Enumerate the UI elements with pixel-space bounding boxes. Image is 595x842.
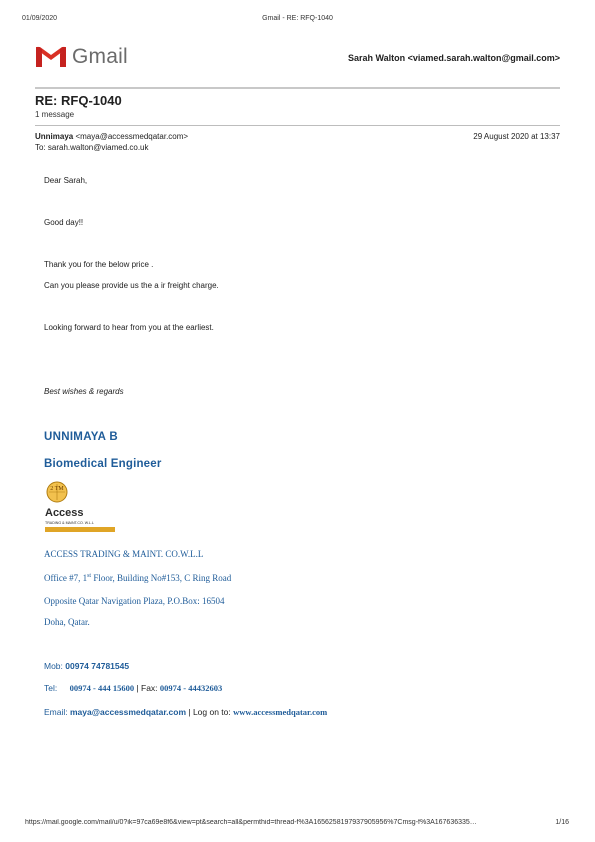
address-line-2: Opposite Qatar Navigation Plaza, P.O.Box: 16504	[44, 596, 225, 606]
web-separator: | Log on to:	[186, 707, 234, 717]
tel-label: Tel:	[44, 683, 58, 693]
company-logo	[44, 480, 116, 538]
print-url: https://mail.google.com/mail/u/0?ik=97ca69e8f6&view=pt&search=all&permthid=thread-f%3A1656258197937905956%7Cmsg-f%3A167636335…	[25, 819, 477, 826]
mobile-label: Mob:	[44, 661, 66, 671]
fax-value: 00974 - 44432603	[159, 683, 223, 693]
email-label: Email:	[44, 707, 70, 717]
address-pre: Office #7, 1	[44, 573, 88, 583]
body-line-4: Looking forward to hear from you at the earliest.	[44, 323, 214, 332]
closing: Best wishes & regards	[44, 387, 124, 396]
header-divider	[35, 87, 560, 89]
sender-email: <maya@accessmedqatar.com>	[75, 132, 189, 141]
signature-name: UNNIMAYA B	[44, 431, 118, 443]
logo-top-text: 2 TM	[50, 486, 64, 492]
email-line	[44, 707, 327, 717]
body-line-2: Thank you for the below price .	[44, 260, 154, 269]
subject-divider	[35, 125, 560, 126]
logo-name-text: Access	[45, 507, 84, 519]
mobile-value: 00974 74781545	[65, 661, 130, 671]
gmail-logo-icon[interactable]	[35, 45, 67, 69]
print-date: 01/09/2020	[22, 15, 58, 22]
website-link[interactable]: www.accessmedqatar.com	[233, 707, 328, 717]
mobile-line	[44, 661, 129, 671]
tel-line	[44, 683, 222, 693]
tel-value: 00974 - 444 15600	[69, 683, 135, 693]
recipient: To: sarah.walton@viamed.co.uk	[35, 143, 149, 152]
body-line-3: Can you please provide us the a ir freight charge.	[44, 281, 219, 290]
sender	[35, 132, 188, 141]
logo-sub-text: TRADING & MAINT.CO. W.L.L	[45, 521, 94, 525]
body-line-1: Good day!!	[44, 218, 84, 227]
page-number: 1/16	[555, 819, 569, 826]
company-name: ACCESS TRADING & MAINT. CO.W.L.L	[44, 549, 204, 559]
address-line-3: Doha, Qatar.	[44, 617, 90, 627]
sender-name: Unnimaya	[35, 132, 74, 141]
greeting: Dear Sarah,	[44, 176, 88, 185]
signature-title: Biomedical Engineer	[44, 458, 162, 470]
account-label: Sarah Walton <viamed.sarah.walton@gmail.com>	[347, 53, 560, 63]
thread-subject: RE: RFQ-1040	[35, 93, 122, 108]
gmail-logo-text: Gmail	[72, 45, 128, 68]
message-count: 1 message	[35, 110, 75, 119]
message-date: 29 August 2020 at 13:37	[473, 132, 560, 141]
email-link[interactable]: maya@accessmedqatar.com	[69, 707, 187, 717]
address-sup: st	[87, 573, 92, 579]
fax-separator: | Fax:	[134, 683, 160, 693]
address-post: Floor, Building No#153, C Ring Road	[91, 573, 232, 583]
address-line-1	[44, 573, 231, 583]
print-title: Gmail - RE: RFQ-1040	[262, 15, 333, 22]
